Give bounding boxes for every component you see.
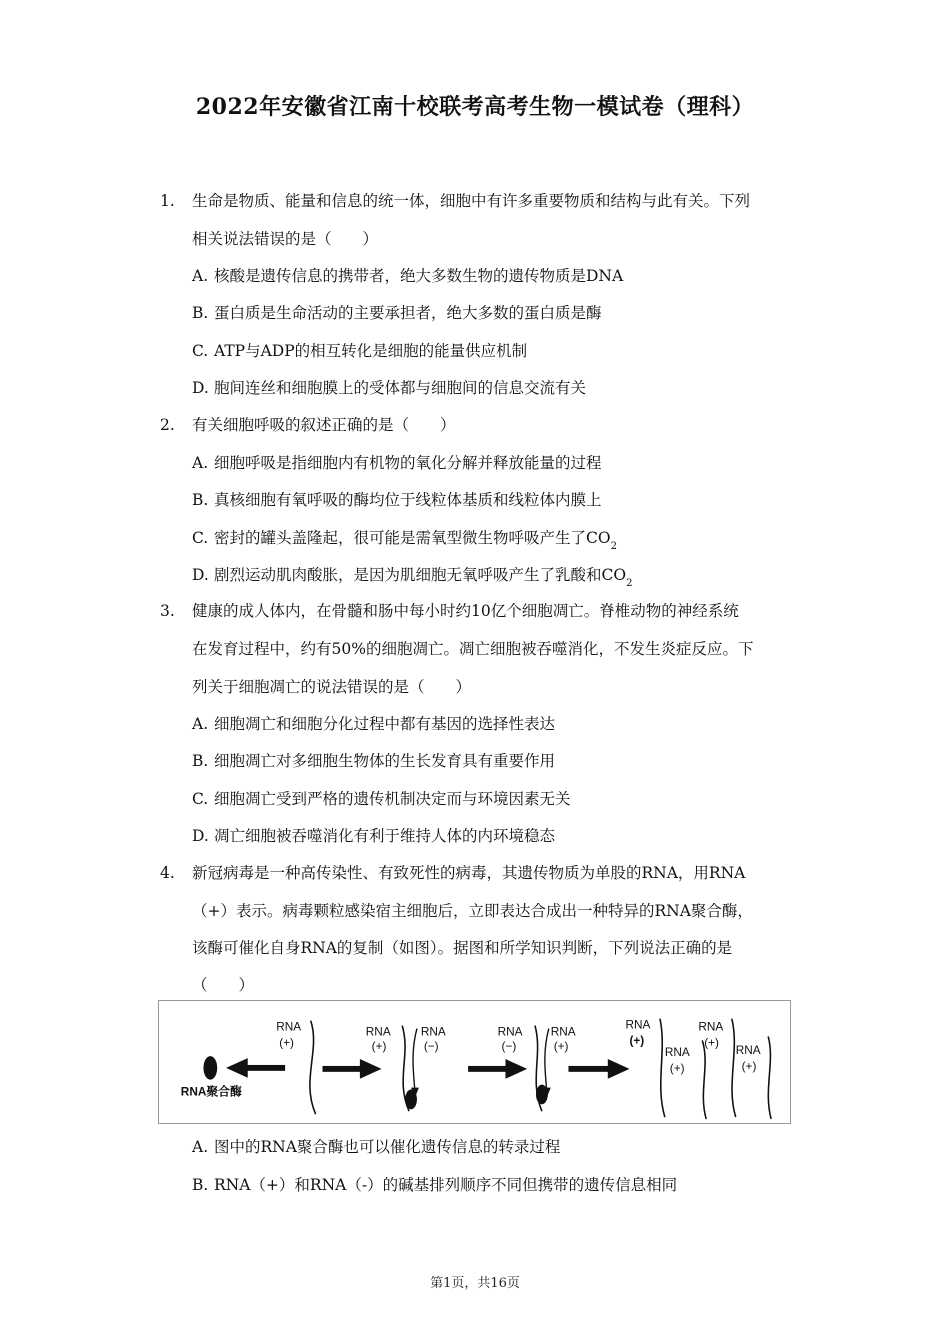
plus-label: (+) [704,1035,719,1050]
option-letter: D. [192,379,209,397]
option-text: 凋亡细胞被吞噬消化有利于维持人体的内环境稳态 [214,827,556,845]
question-stem: 健康的成人体内，在骨髓和肠中每小时约10亿个细胞凋亡。脊椎动物的神经系统 [192,602,739,620]
enzyme-blob [536,1085,548,1105]
option-b [192,1174,677,1196]
rna-replication-figure [158,1000,791,1124]
option-letter: A. [192,267,209,285]
rna-label: RNA [735,1043,761,1058]
rna-label: RNA [698,1019,724,1034]
question-stem: 生命是物质、能量和信息的统一体，细胞中有许多重要物质和结构与此有关。下列 [192,192,751,210]
option-letter: C. [192,342,209,360]
option-letter: D. [192,827,209,845]
rna-plus-strand [545,1029,549,1092]
arrow-right-icon [468,1059,527,1079]
option-letter: C. [192,529,209,547]
plus-label: (+) [669,1060,685,1075]
rna-plus-strand [310,1021,316,1114]
rna-label: RNA [625,1017,651,1032]
option-letter: B. [192,752,209,770]
option-b [192,302,602,324]
option-c [192,340,527,362]
question-number: 4. [160,864,175,882]
question-stem: （ ） [192,976,255,994]
question-stem: 有关细胞呼吸的叙述正确的是（ ） [192,416,456,434]
question-stem: （+）表示。病毒颗粒感染宿主细胞后，立即表达合成出一种特异的RNA聚合酶， [192,902,753,920]
arrow-right-icon [568,1059,629,1079]
option-text: 细胞凋亡和细胞分化过程中都有基因的选择性表达 [214,715,556,733]
option-b [192,489,602,511]
rna-plus-strand [660,1019,665,1117]
option-letter: B. [192,491,209,509]
option-letter: B. [192,304,209,322]
rna-plus-strand [702,1040,706,1119]
option-text: RNA（+）和RNA（-）的碱基排列顺序不同但携带的遗传信息相同 [214,1176,678,1194]
plus-label: (+) [553,1039,569,1054]
page-title: 2022年安徽省江南十校联考高考生物一模试卷（理科） [195,94,755,120]
option-text: 真核细胞有氧呼吸的酶均位于线粒体基质和线粒体内膜上 [214,491,602,509]
plus-label: (+) [371,1039,387,1054]
rna-label: RNA [497,1024,523,1039]
option-d [192,564,633,589]
option-text: 图中的RNA聚合酶也可以催化遗传信息的转录过程 [214,1138,561,1156]
rna-label: RNA [420,1024,446,1039]
enzyme-label: RNA聚合酶 [180,1084,242,1099]
minus-label: (−) [423,1039,439,1054]
option-a [192,452,602,474]
option-text: 细胞呼吸是指细胞内有机物的氧化分解并释放能量的过程 [214,454,602,472]
rna-label: RNA [276,1019,302,1034]
question-stem: 该酶可催化自身RNA的复制（如图）。据图和所学知识判断，下列说法正确的是 [192,939,733,957]
option-text: ATP与ADP的相互转化是细胞的能量供应机制 [214,342,528,360]
option-text: 胞间连丝和细胞膜上的受体都与细胞间的信息交流有关 [214,379,587,397]
option-a [192,713,555,735]
option-letter: A. [192,1138,209,1156]
question-stem: 列关于细胞凋亡的说法错误的是（ ） [192,678,472,696]
question-number: 2. [160,416,175,434]
minus-label: (−) [501,1039,517,1054]
option-c [192,788,571,810]
plus-label: (+) [279,1035,294,1050]
option-letter: A. [192,454,209,472]
option-text: 剧烈运动肌肉酸胀，是因为肌细胞无氧呼吸产生了乳酸和CO [214,566,627,584]
rna-replication-diagram [159,1001,790,1123]
plus-label: (+) [741,1058,757,1073]
question-number: 3. [160,602,175,620]
option-text: 密封的罐头盖隆起，很可能是需氧型微生物呼吸产生了CO [214,529,611,547]
rna-label: RNA [365,1024,391,1039]
option-a [192,1136,560,1158]
option-text: 细胞凋亡对多细胞生物体的生长发育具有重要作用 [214,752,556,770]
option-letter: A. [192,715,209,733]
question-stem: 相关说法错误的是（ ） [192,230,379,248]
rna-minus-strand [413,1029,417,1092]
rna-plus-strand [732,1019,736,1117]
option-letter: D. [192,566,209,584]
enzyme-blob [203,1056,217,1080]
option-text: 核酸是遗传信息的携带者，绝大多数生物的遗传物质是DNA [214,267,624,285]
arrow-right-icon [322,1059,381,1079]
option-text: 细胞凋亡受到严格的遗传机制决定而与环境因素无关 [214,790,571,808]
subscript: 2 [610,541,617,552]
rna-label: RNA [550,1024,576,1039]
option-d [192,377,586,399]
plus-label: (+) [629,1033,645,1048]
option-text: 蛋白质是生命活动的主要承担者，绝大多数的蛋白质是酶 [214,304,602,322]
option-b [192,750,555,772]
subscript: 2 [626,578,633,589]
rna-plus-strand [768,1036,771,1119]
question-number: 1. [160,192,175,210]
rna-label: RNA [664,1045,690,1060]
arrow-left-icon [226,1058,285,1078]
question-stem: 在发育过程中，约有50%的细胞凋亡。凋亡细胞被吞噬消化，不发生炎症反应。下 [192,640,754,658]
option-letter: B. [192,1176,209,1194]
question-stem: 新冠病毒是一种高传染性、有致死性的病毒，其遗传物质为单股的RNA，用RNA [192,864,746,882]
option-letter: C. [192,790,209,808]
option-d [192,825,555,847]
option-a [192,265,623,287]
option-c [192,527,617,552]
enzyme-blob [405,1090,417,1110]
page-footer: 第1页，共16页 [430,1276,520,1291]
